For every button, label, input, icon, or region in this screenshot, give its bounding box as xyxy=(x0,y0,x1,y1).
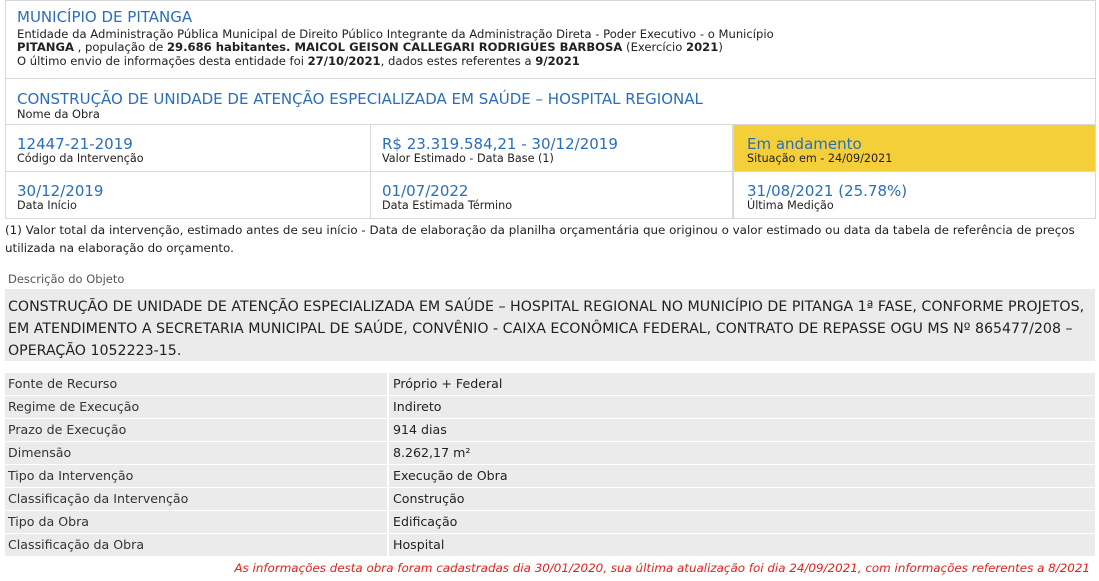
property-row xyxy=(5,442,1095,465)
termino-value: 01/07/2022 xyxy=(382,182,469,200)
card-inicio xyxy=(5,171,371,219)
property-row xyxy=(5,419,1095,442)
last-submission-date: 27/10/2021 xyxy=(307,53,381,68)
property-key: Classificação da Obra xyxy=(5,534,387,556)
codigo-label: Código da Intervenção xyxy=(17,152,144,165)
medicao-value: 31/08/2021 (25.78%) xyxy=(747,182,908,200)
description-text: CONSTRUÇÃO DE UNIDADE DE ATENÇÃO ESPECIALIZADA EM SAÚDE – HOSPITAL REGIONAL NO MUNICÍPIO DE PITANGA 1ª FASE, CONFORME PROJETOS, EM ATENDIMENTO A SECRETARIA MUNICIPAL DE SAÚDE, CONVÊNIO - CAIXA ECONÔMICA FEDERAL, CONTRATO DE REPASSE OGU MS Nº 865477/208 – OPERAÇÃO 1052223-15. xyxy=(5,289,1095,361)
card-medicao xyxy=(733,171,1096,219)
situacao-label: Situação em - 24/09/2021 xyxy=(747,152,893,165)
property-key: Tipo da Intervenção xyxy=(5,465,387,487)
property-key: Tipo da Obra xyxy=(5,511,387,533)
property-row xyxy=(5,396,1095,419)
properties-table xyxy=(5,373,1095,557)
text-fragment: (Exercício xyxy=(622,40,687,55)
text-fragment: , população de xyxy=(73,40,167,55)
obra-name-box xyxy=(5,78,1096,125)
entity-name: PITANGA xyxy=(17,40,74,55)
property-row xyxy=(5,373,1095,396)
text-fragment: O último envio de informações desta entidade foi xyxy=(17,53,308,68)
termino-label: Data Estimada Término xyxy=(382,199,513,212)
card-codigo xyxy=(5,124,371,172)
property-row xyxy=(5,488,1095,511)
property-value: 914 dias xyxy=(389,419,1095,441)
property-value: 8.262,17 m² xyxy=(389,442,1095,464)
property-key: Prazo de Execução xyxy=(5,419,387,441)
population: 29.686 habitantes. xyxy=(166,40,291,55)
card-valor xyxy=(370,124,733,172)
last-submission-line xyxy=(17,55,1084,68)
codigo-value: 12447-21-2019 xyxy=(17,135,133,153)
valor-label: Valor Estimado - Data Base (1) xyxy=(382,152,554,165)
property-row xyxy=(5,511,1095,534)
entity-description: Entidade da Administração Pública Municipal de Direito Público Integrante da Administração Direta - Poder Executivo - o Município xyxy=(17,27,774,41)
property-key: Fonte de Recurso xyxy=(5,373,387,395)
footnote: (1) Valor total da intervenção, estimado antes de seu início - Data de elaboração da planilha orçamentária que originou o valor estimado ou data da tabela de referência de preços utilizada na elaboração do orçamento. xyxy=(5,223,1075,255)
update-info: As informações desta obra foram cadastradas dia 30/01/2020, sua última atualização foi dia 24/09/2021, com informações referentes a 8/2021 xyxy=(234,561,1090,575)
entity-population-line xyxy=(17,41,1084,54)
situacao-value: Em andamento xyxy=(747,135,862,153)
entity-title: MUNICÍPIO DE PITANGA xyxy=(17,8,193,26)
text-fragment: , dados estes referentes a xyxy=(380,53,536,68)
property-row xyxy=(5,534,1095,557)
property-value: Edificação xyxy=(389,511,1095,533)
inicio-label: Data Início xyxy=(17,199,77,212)
property-value: Hospital xyxy=(389,534,1095,556)
entity-header xyxy=(5,0,1096,79)
property-value: Próprio + Federal xyxy=(389,373,1095,395)
property-key: Regime de Execução xyxy=(5,396,387,418)
property-value: Execução de Obra xyxy=(389,465,1095,487)
property-value: Indireto xyxy=(389,396,1095,418)
valor-value: R$ 23.319.584,21 - 30/12/2019 xyxy=(382,135,618,153)
description-label: Descrição do Objeto xyxy=(8,272,125,286)
card-termino xyxy=(370,171,733,219)
exercise-year: 2021 xyxy=(686,40,719,55)
inicio-value: 30/12/2019 xyxy=(17,182,104,200)
mayor-name: MAICOL GEISON CALLEGARI RODRIGUES BARBOSA xyxy=(290,40,623,55)
text-fragment: ) xyxy=(718,40,723,55)
obra-name: CONSTRUÇÃO DE UNIDADE DE ATENÇÃO ESPECIALIZADA EM SAÚDE – HOSPITAL REGIONAL xyxy=(17,90,703,108)
property-row xyxy=(5,465,1095,488)
medicao-label: Última Medição xyxy=(747,199,834,212)
property-key: Dimensão xyxy=(5,442,387,464)
property-value: Construção xyxy=(389,488,1095,510)
reference-period: 9/2021 xyxy=(535,53,580,68)
property-key: Classificação da Intervenção xyxy=(5,488,387,510)
obra-name-label: Nome da Obra xyxy=(17,107,100,121)
card-situacao xyxy=(733,124,1096,172)
